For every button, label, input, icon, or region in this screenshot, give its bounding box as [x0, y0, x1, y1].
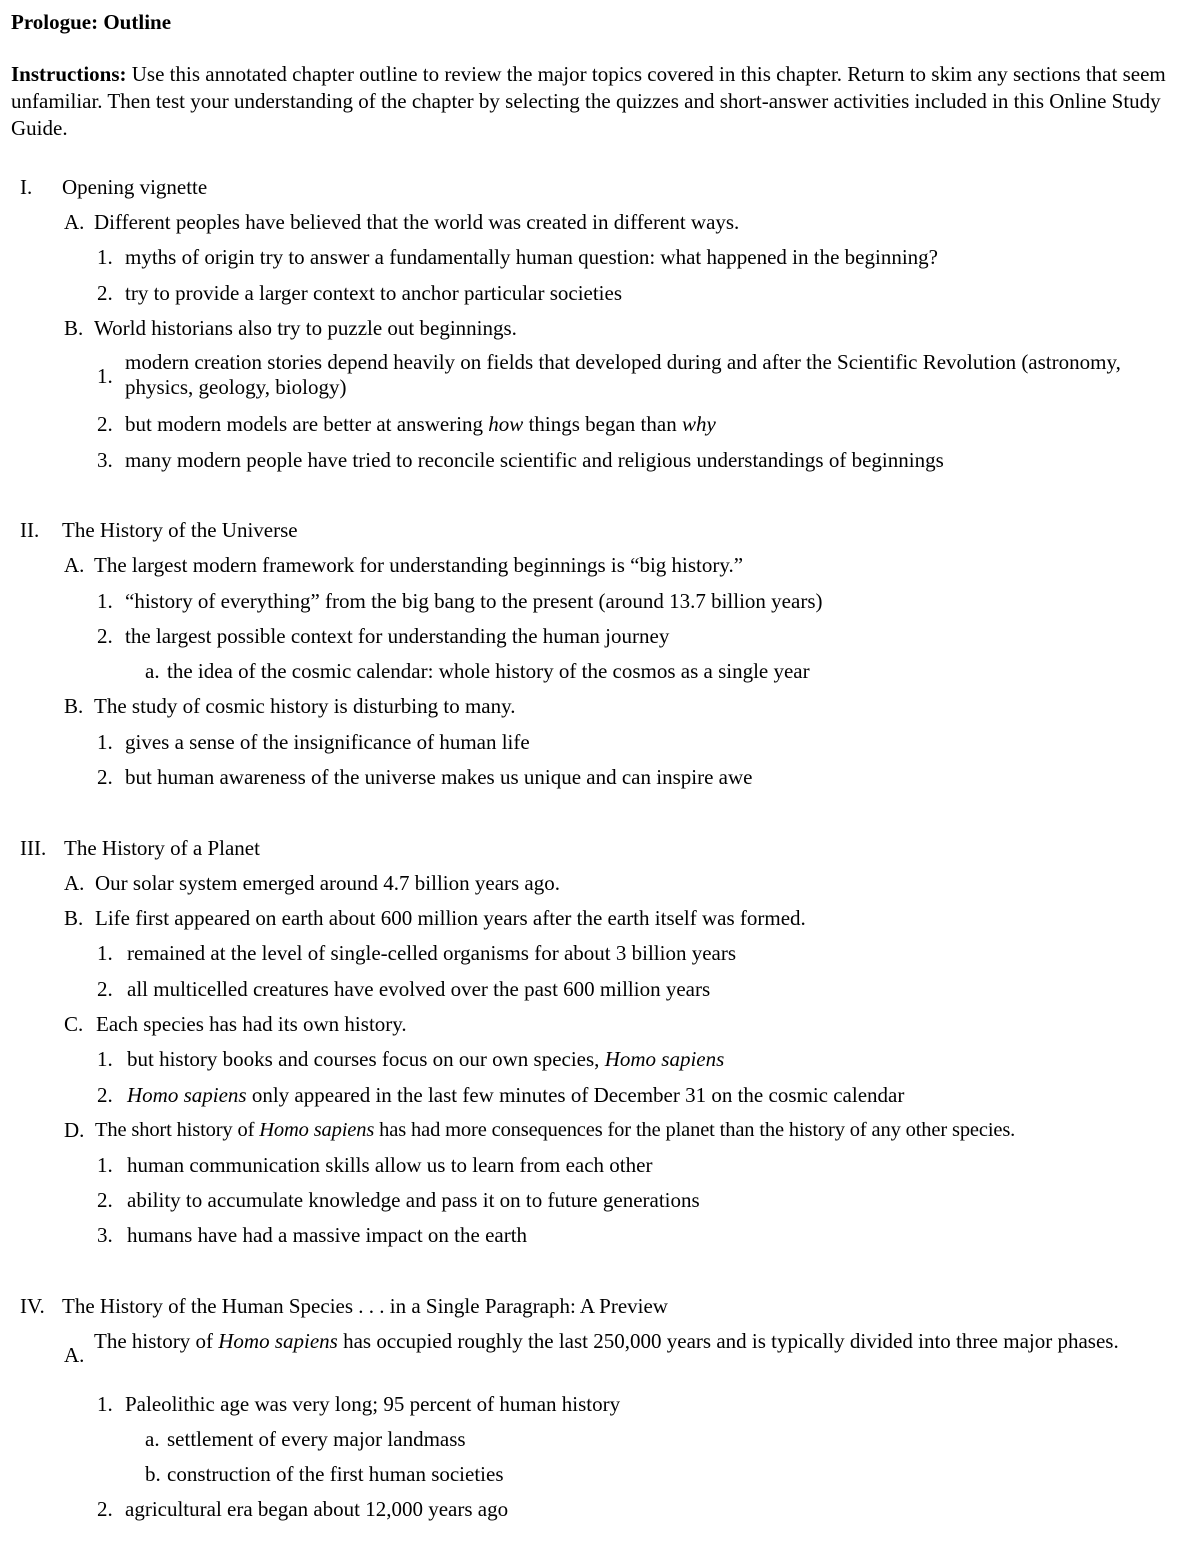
outline-marker: 2.: [97, 1083, 113, 1107]
outline-text: the largest possible context for understanding the human journey: [125, 624, 670, 648]
outline-text: humans have had a massive impact on the earth: [127, 1223, 528, 1247]
outline-text: the idea of the cosmic calendar: whole history of the cosmos as a single year: [167, 659, 810, 683]
outline-marker: 2.: [97, 624, 113, 648]
outline-text: Paleolithic age was very long; 95 percent of human history: [125, 1392, 621, 1416]
outline-marker: 1.: [97, 589, 113, 613]
outline-marker: A.: [64, 210, 85, 234]
outline-marker: 3.: [97, 448, 113, 472]
outline-text: but modern models are better at answering how things began than why: [125, 412, 716, 436]
outline-text: Our solar system emerged around 4.7 billion years ago.: [95, 871, 561, 895]
outline-text: The short history of Homo sapiens has had more consequences for the planet than the history of any other species.: [95, 1119, 1016, 1141]
outline-text: “history of everything” from the big bang to the present (around 13.7 billion years): [125, 589, 823, 613]
outline-text: Different peoples have believed that the world was created in different ways.: [94, 210, 740, 234]
outline-text: Life first appeared on earth about 600 million years after the earth itself was formed.: [95, 906, 806, 930]
outline-text: all multicelled creatures have evolved over the past 600 million years: [127, 977, 711, 1001]
page-title: Prologue: Outline: [11, 10, 172, 34]
outline-text: modern creation stories depend heavily on fields that developed during and after the Scientific Revolution (astronomy, physics, geology, biology): [125, 350, 1121, 399]
outline-marker: B.: [64, 906, 84, 930]
outline-marker: a.: [145, 1427, 160, 1451]
outline-text: Homo sapiens only appeared in the last few minutes of December 31 on the cosmic calendar: [127, 1083, 905, 1107]
outline-text: agricultural era began about 12,000 years ago: [125, 1497, 509, 1521]
outline-text: Opening vignette: [62, 175, 208, 199]
outline-text: but history books and courses focus on our own species, Homo sapiens: [127, 1047, 725, 1071]
instructions-paragraph: [11, 61, 1181, 142]
outline-marker: b.: [145, 1462, 161, 1486]
instructions-label: Instructions:: [11, 62, 127, 86]
outline-marker: A.: [64, 871, 85, 895]
outline-marker: IV.: [20, 1294, 45, 1318]
outline-marker: 2.: [97, 281, 113, 305]
outline-text: settlement of every major landmass: [167, 1427, 466, 1451]
outline-marker: III.: [20, 836, 47, 860]
outline-marker: a.: [145, 659, 160, 683]
outline-marker: 2.: [97, 1497, 113, 1521]
outline-text: World historians also try to puzzle out beginnings.: [94, 316, 517, 340]
outline-marker: 1.: [97, 1153, 113, 1177]
outline-text: human communication skills allow us to learn from each other: [127, 1153, 653, 1177]
outline-text: The History of the Universe: [62, 518, 298, 542]
outline-text: construction of the first human societies: [167, 1462, 504, 1486]
outline-text: The History of a Planet: [64, 836, 260, 860]
outline-marker: 2.: [97, 765, 113, 789]
outline-text: myths of origin try to answer a fundamentally human question: what happened in the beginning?: [125, 245, 938, 269]
outline-text: gives a sense of the insignificance of human life: [125, 730, 530, 754]
outline-text: The study of cosmic history is disturbing to many.: [94, 694, 516, 718]
outline-text: ability to accumulate knowledge and pass it on to future generations: [127, 1188, 700, 1212]
outline-marker: II.: [20, 518, 40, 542]
outline-text: The history of Homo sapiens has occupied roughly the last 250,000 years and is typically divided into three major phases.: [94, 1329, 1119, 1353]
outline-text: many modern people have tried to reconcile scientific and religious understandings of beginnings: [125, 448, 944, 472]
outline-marker: 1.: [97, 364, 113, 388]
outline-marker: B.: [64, 694, 84, 718]
outline-marker: 1.: [97, 730, 113, 754]
outline-marker: I.: [20, 175, 33, 199]
outline-text: remained at the level of single-celled organisms for about 3 billion years: [127, 941, 737, 965]
outline-marker: 1.: [97, 1047, 113, 1071]
outline-marker: A.: [64, 1343, 85, 1367]
outline-marker: D.: [64, 1118, 85, 1142]
outline-marker: 1.: [97, 941, 113, 965]
outline-text: The largest modern framework for understanding beginnings is “big history.”: [94, 553, 744, 577]
outline-marker: 3.: [97, 1223, 113, 1247]
outline-marker: C.: [64, 1012, 84, 1036]
outline-text: The History of the Human Species . . . in a Single Paragraph: A Preview: [62, 1294, 668, 1318]
instructions-text: Use this annotated chapter outline to review the major topics covered in this chapter. Return to skim any sections that seem unfamiliar. Then test your understanding of the chapter by selecting the quizzes and short-answer activities included in this Online Study Guide.: [11, 62, 1166, 140]
outline-marker: 1.: [97, 1392, 113, 1416]
outline-marker: 2.: [97, 1188, 113, 1212]
outline-marker: 2.: [97, 977, 113, 1001]
outline-text: but human awareness of the universe makes us unique and can inspire awe: [125, 765, 753, 789]
outline-marker: A.: [64, 553, 85, 577]
outline-marker: 1.: [97, 245, 113, 269]
outline-text: Each species has had its own history.: [96, 1012, 407, 1036]
outline-marker: B.: [64, 316, 84, 340]
outline-marker: 2.: [97, 412, 113, 436]
outline-text: try to provide a larger context to anchor particular societies: [125, 281, 623, 305]
